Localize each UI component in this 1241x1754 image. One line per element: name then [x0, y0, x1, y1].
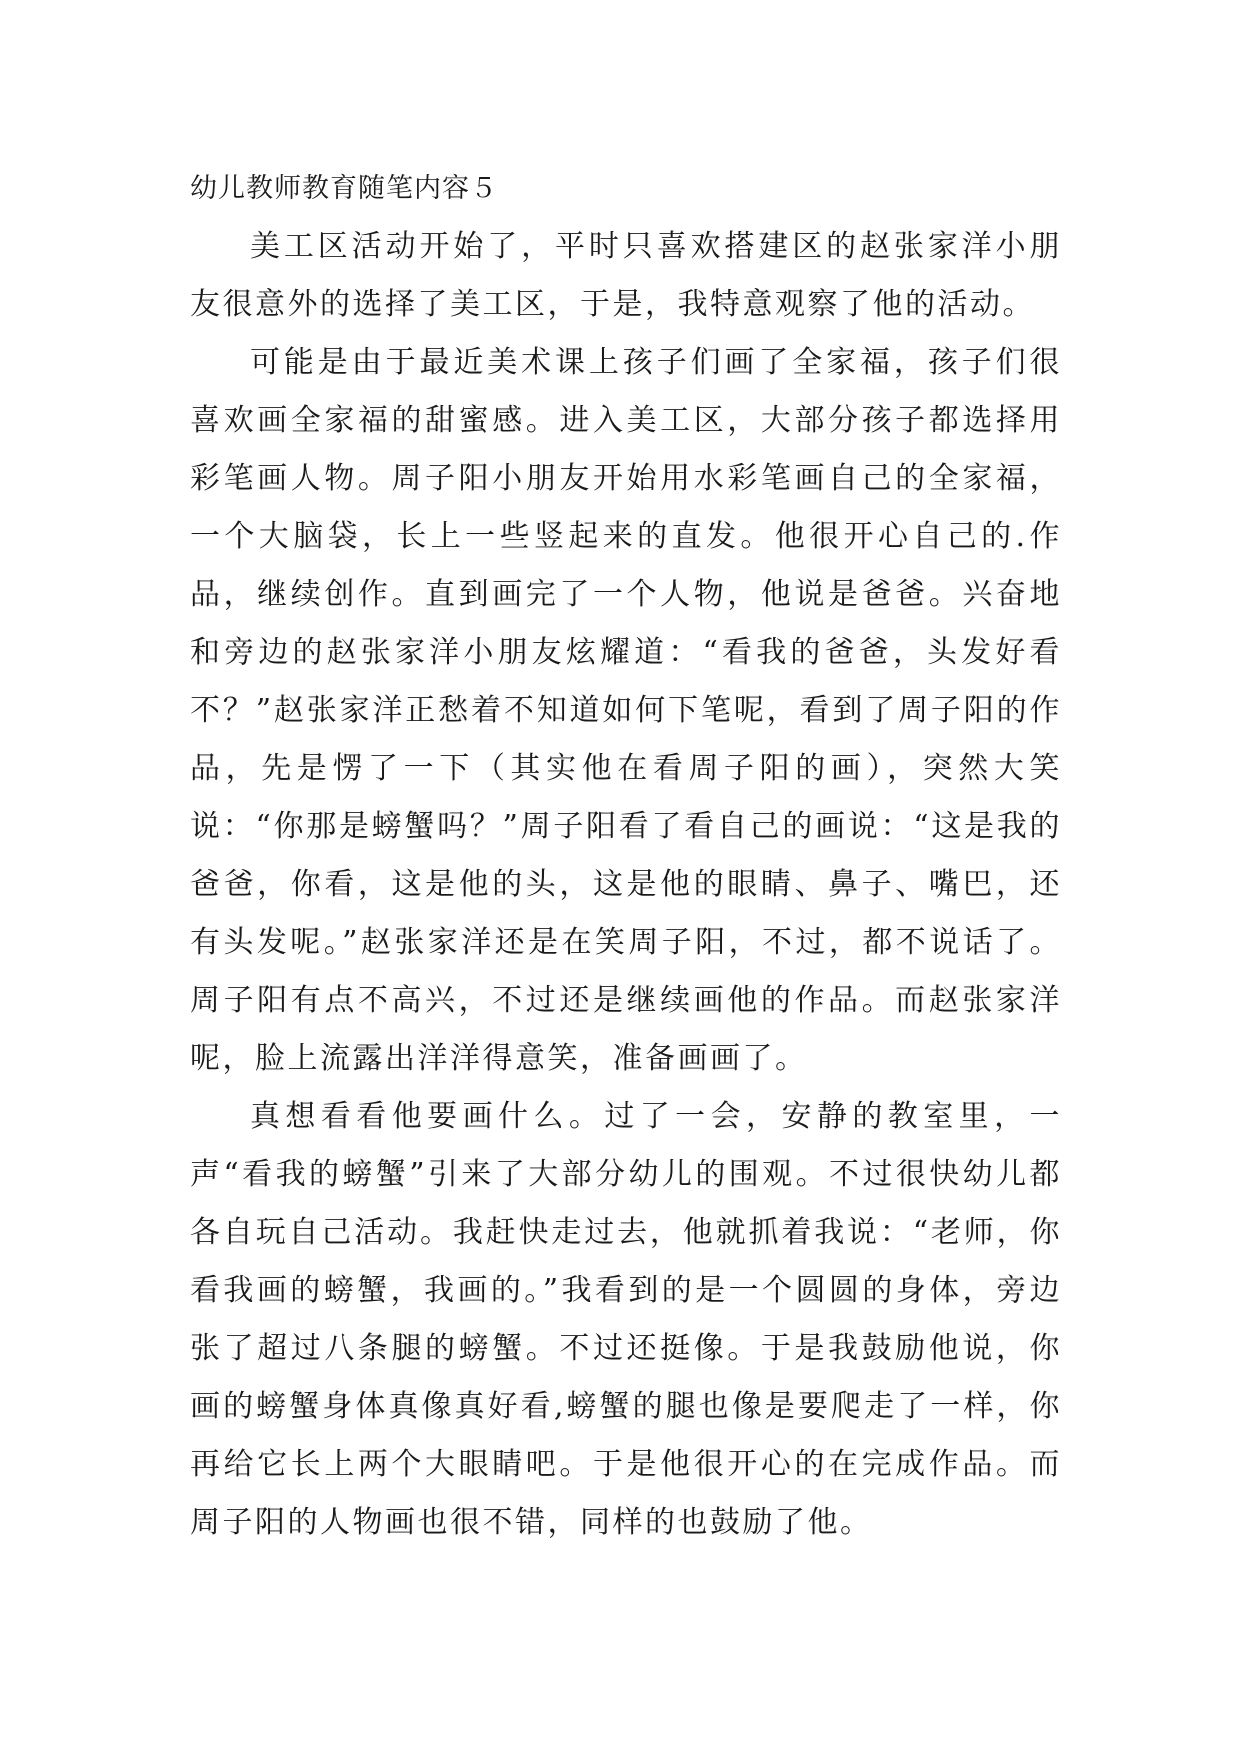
paragraph-1: 美工区活动开始了，平时只喜欢搭建区的赵张家洋小朋友很意外的选择了美工区，于是，我特意观察了他的活动。: [190, 229, 1062, 322]
paragraph-2: 可能是由于最近美术课上孩子们画了全家福，孩子们很喜欢画全家福的甜蜜感。进入美工区，大部分孩子都选择用彩笔画人物。周子阳小朋友开始用水彩笔画自己的全家福，一个大脑袋，长上一些竖起来的直发。他很开心自己的.作品，继续创作。直到画完了一个人物，他说是爸爸。兴奋地和旁边的赵张家洋小朋友炫耀道：“看我的爸爸，头发好看不？”赵张家洋正愁着不知道如何下笔呢，看到了周子阳的作品，先是愣了一下（其实他在看周子阳的画），突然大笑说：“你那是螃蟹吗？”周子阳看了看自己的画说：“这是我的爸爸，你看，这是他的头，这是他的眼睛、鼻子、嘴巴，还有头发呢。”赵张家洋还是在笑周子阳，不过，都不说话了。周子阳有点不高兴，不过还是继续画他的作品。而赵张家洋呢，脸上流露出洋洋得意笑，准备画画了。: [190, 345, 1062, 1076]
document-body: [190, 160, 1062, 1552]
paragraph-3: 真想看看他要画什么。过了一会，安静的教室里，一声“看我的螃蟹”引来了大部分幼儿的围观。不过很快幼儿都各自玩自己活动。我赶快走过去，他就抓着我说：“老师，你看我画的螃蟹，我画的。”我看到的是一个圆圆的身体，旁边张了超过八条腿的螃蟹。不过还挺像。于是我鼓励他说，你画的螃蟹身体真像真好看,螃蟹的腿也像是要爬走了一样，你再给它长上两个大眼睛吧。于是他很开心的在完成作品。而周子阳的人物画也很不错，同样的也鼓励了他。: [190, 1099, 1062, 1540]
document-title: 幼儿教师教育随笔内容５: [190, 173, 498, 204]
